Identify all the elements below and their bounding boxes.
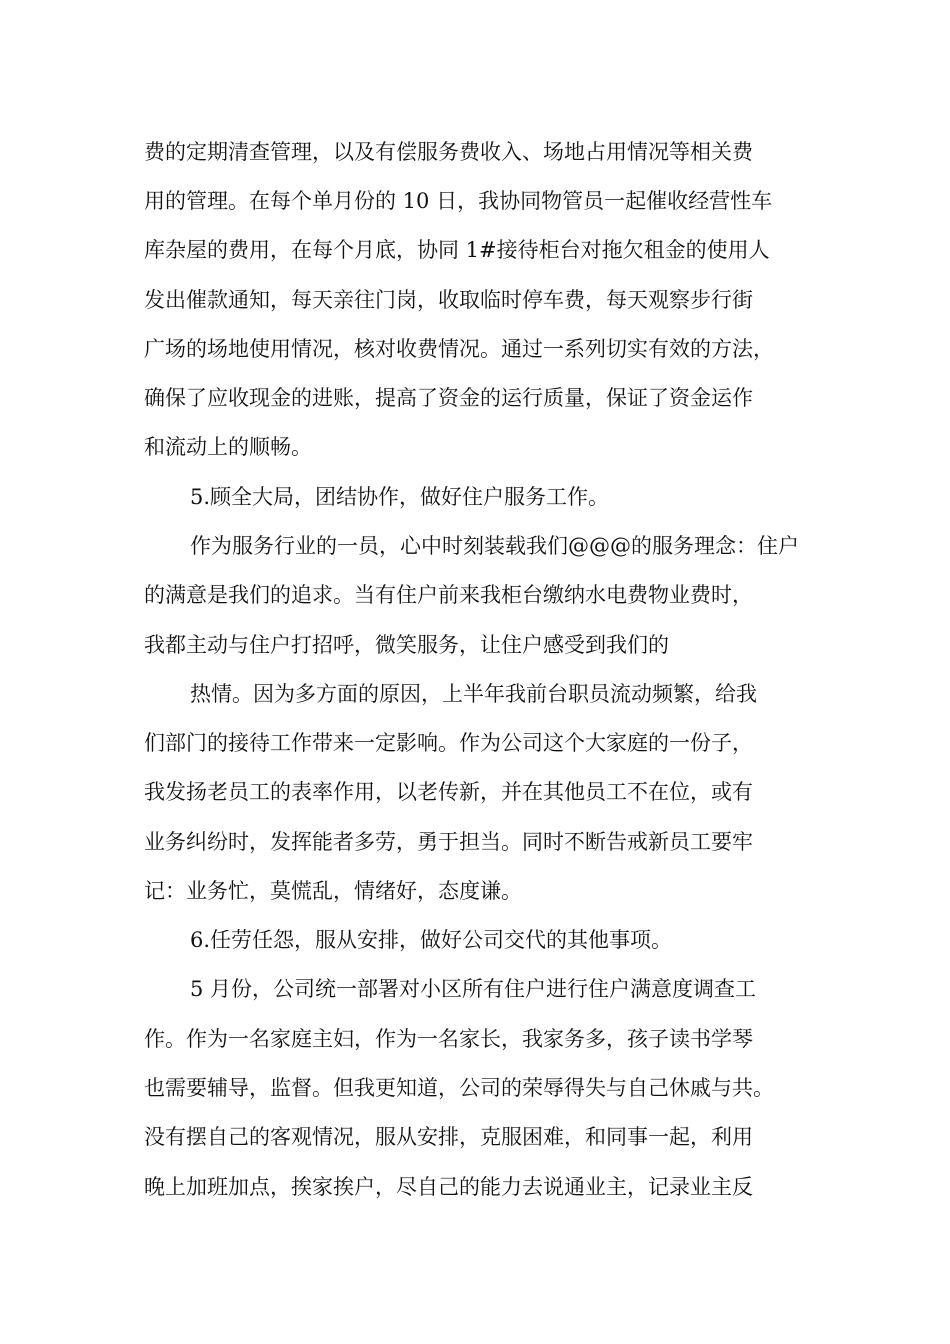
text-line: 确保了应收现金的进账，提高了资金的运行质量，保证了资金运作 <box>144 386 753 410</box>
text-line: 们部门的接待工作带来一定影响。作为公司这个大家庭的一份子， <box>144 731 753 755</box>
text-line: 用的管理。在每个单月份的 10 日，我协同物管员一起催收经营性车 <box>144 189 773 213</box>
text-line: 库杂屋的费用，在每个月底，协同 1#接待柜台对拖欠租金的使用人 <box>144 238 770 262</box>
text-line: 热情。因为多方面的原因，上半年我前台职员流动频繁，给我 <box>190 682 757 706</box>
text-line: 也需要辅导，监督。但我更知道，公司的荣辱得失与自己休戚与共。 <box>144 1076 774 1100</box>
text-line: 作为服务行业的一员，心中时刻装载我们@@@的服务理念：住户 <box>190 534 799 558</box>
text-line: 5 月份，公司统一部署对小区所有住户进行住户满意度调查工 <box>190 977 757 1001</box>
text-line: 广场的场地使用情况，核对收费情况。通过一系列切实有效的方法， <box>144 337 774 361</box>
text-line: 的满意是我们的追求。当有住户前来我柜台缴纳水电费物业费时， <box>144 583 753 607</box>
text-line: 晚上加班加点，挨家挨户，尽自己的能力去说通业主，记录业主反 <box>144 1175 753 1199</box>
section-heading: 6.任劳任怨，服从安排，做好公司交代的其他事项。 <box>190 928 673 952</box>
text-line: 我都主动与住户打招呼，微笑服务，让住户感受到我们的 <box>144 633 669 657</box>
text-line: 费的定期清查管理，以及有偿服务费收入、场地占用情况等相关费 <box>144 140 753 164</box>
text-line: 记：业务忙，莫慌乱，情绪好，态度谦。 <box>144 879 522 903</box>
text-line: 作。作为一名家庭主妇，作为一名家长，我家务多，孩子读书学琴 <box>144 1027 753 1051</box>
text-line: 和流动上的顺畅。 <box>144 435 312 459</box>
section-heading: 5.顾全大局，团结协作，做好住户服务工作。 <box>190 485 610 509</box>
text-line: 我发扬老员工的表率作用，以老传新，并在其他员工不在位，或有 <box>144 780 753 804</box>
text-line: 业务纠纷时，发挥能者多劳，勇于担当。同时不断告戒新员工要牢 <box>144 830 753 854</box>
text-line: 发出催款通知，每天亲往门岗，收取临时停车费，每天观察步行街 <box>144 288 753 312</box>
text-line: 没有摆自己的客观情况，服从安排，克服困难，和同事一起，利用 <box>144 1125 753 1149</box>
